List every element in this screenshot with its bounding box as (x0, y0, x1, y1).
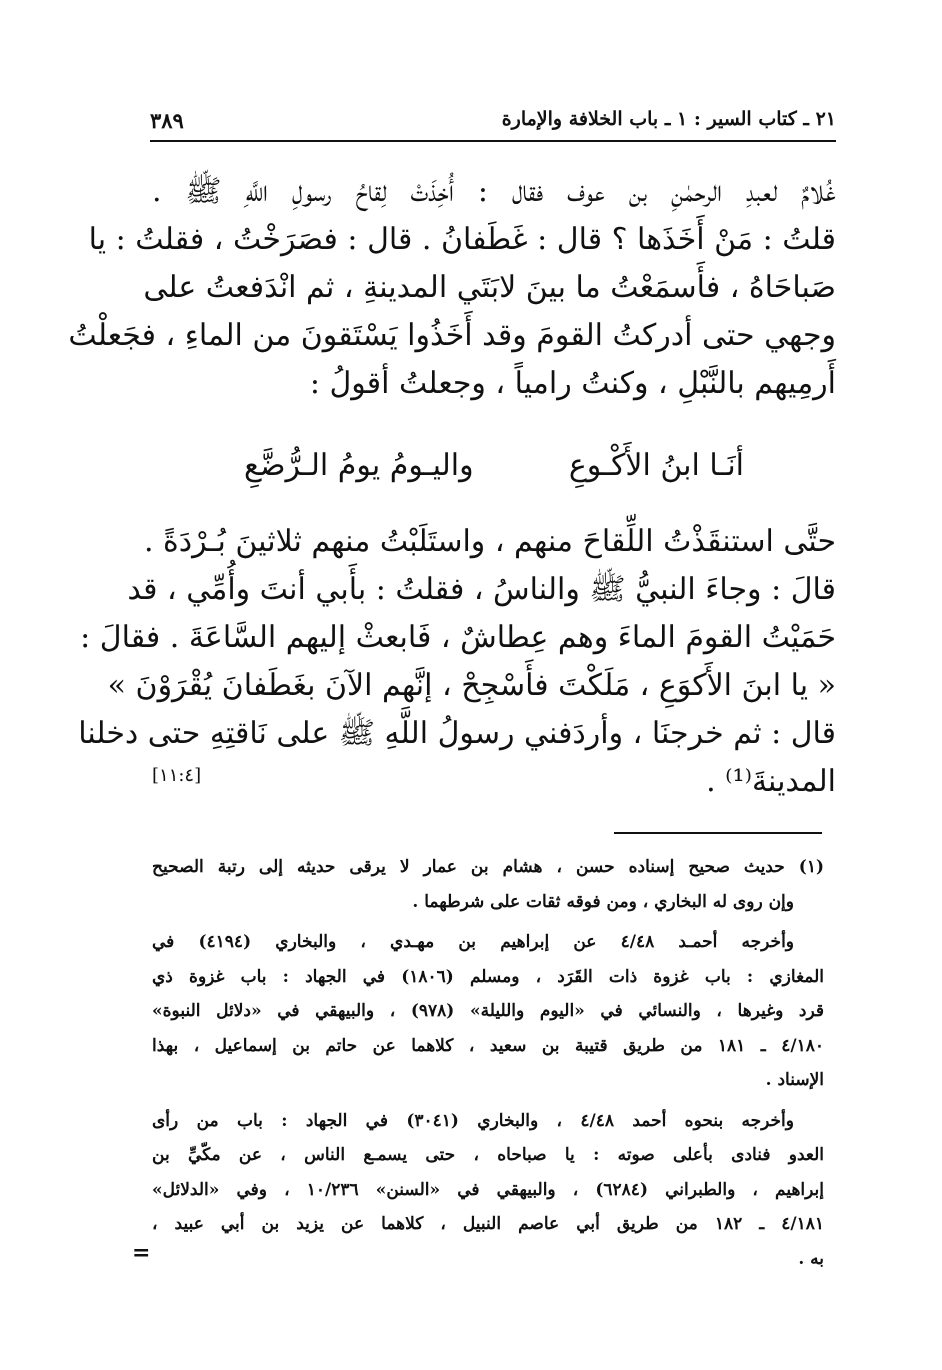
text-line: قال : ثم خرجنَا ، وأردَفني رسولُ اللَّهِ ﷺ على نَاقتِهِ حتى دخلنا (78, 716, 836, 751)
text-line: حَمَيْتُ القومَ الماءَ وهم عِطاشٌ ، فَابعثْ إليهم السَّاعَةَ . فقالَ : (80, 620, 836, 655)
header-rule (150, 140, 836, 142)
main-paragraph-2 (78, 518, 836, 806)
running-header (150, 108, 836, 142)
footnote-line: إبراهيم ، والطبراني (٦٢٨٤) ، والبيهقي في «السنن» ١٠/٢٣٦ ، وفي «الدلائل» (152, 1179, 824, 1200)
text-line-with-reference (152, 758, 836, 806)
verse-second-hemistich: واليـومُ يومُ الـرُّضَّعِ (244, 448, 474, 483)
footnotes (152, 850, 824, 1276)
text-line: صَباحَاهُ ، فأَسمَعْتُ ما بينَ لابَتَي المدينةِ ، ثم انْدَفعتُ على (143, 270, 836, 305)
text-line: وجهي حتى أدركتُ القومَ وقد أَخَذُوا يَسْتَقونَ من الماءِ ، فجَعلْتُ (68, 318, 836, 353)
footnote-line: ٤/١٨١ ـ ١٨٢ من طريق أبي عاصم النبيل ، كلاهما عن يزيد بن أبي عبيد ، (152, 1214, 824, 1234)
footnote-line: العدو فنادى بأعلى صوته : يا صباحاه ، حتى يسمـع الناس ، عن مكّيِّ بن (152, 1145, 824, 1165)
footnote-line: به . (798, 1248, 824, 1269)
text-line: أَرمِيهم بالنَّبْلِ ، وكنتُ رامياً ، وجعلتُ أقولُ : (309, 366, 836, 401)
main-paragraph-1 (68, 168, 836, 408)
verse-first-hemistich: أنَـا ابنُ الأَكْـوعِ (568, 448, 744, 483)
footnote-separator (614, 832, 822, 834)
footnote-line: وأخرجه أحمـد ٤/٤٨ عن إبراهيم بن مهـدي ، والبخاري (٤١٩٤) في (152, 932, 794, 952)
poetry-verse (152, 440, 836, 492)
text-line: غُلامٌ لعبدِ الرحمٰنِ بن عوف فقال : أُخِذَتْ لِقاحُ رسولِ اللَّهِ ﷺ . (152, 174, 836, 209)
footnote-line: المغازي : باب غزوة ذات القَرَد ، ومسلم (١٨٠٦) في الجهاد : باب غزوة ذي (152, 966, 825, 987)
text-line: المدينةَ⁽¹⁾ . (706, 764, 836, 799)
footnote-line: (١) حديث صحيح إسناده حسن ، هشام بن عمار لا يرقى حديثه إلى رتبة الصحيح (152, 857, 824, 877)
footnote-line: وأخرجه بنحوه أحمد ٤/٤٨ ، والبخاري (٣٠٤١) في الجهاد : باب من رأى (152, 1110, 794, 1131)
footnote-line: الإسناد . (765, 1070, 824, 1090)
footnote-line: وإن روى له البخاري ، ومن فوقه ثقات على شرطهما . (412, 891, 794, 912)
text-line: « يا ابنَ الأَكوَعِ ، مَلَكْتَ فأَسْجِحْ ، إنَّهم الآنَ بغَطَفانَ يُقْرَوْنَ » (107, 668, 836, 703)
text-line: حتَّى استنقَذْتُ اللِّقاحَ منهم ، واستَلَبْتُ منهم ثلاثينَ بُـرْدَةً . (143, 524, 836, 559)
footnote-line: ٤/١٨٠ ـ ١٨١ من طريق قتيبة بن سعيد ، كلاهما عن حاتم بن إسماعيل ، بهذا (152, 1035, 824, 1056)
page-number: ٣٨٩ (150, 108, 184, 133)
chapter-title: ٢١ ـ كتاب السير : ١ ـ باب الخلافة والإمارة (501, 108, 836, 130)
text-line: قالَ : وجاءَ النبيُّ ﷺ والناسُ ، فقلتُ : بأَبي أنتَ وأُمِّي ، قد (127, 572, 836, 607)
hadith-reference: [١١:٤] (152, 765, 202, 786)
text-line: قلتُ : مَنْ أَخَذَها ؟ قال : غَطَفانُ . قال : فصَرَخْتُ ، فقلتُ : يا (88, 222, 836, 257)
continuation-mark: = (132, 1240, 151, 1266)
footnote-line: قرد وغيرها ، والنسائي في «اليوم والليلة» (٩٧٨) ، والبيهقي في «دلائل النبوة» (152, 1001, 824, 1021)
